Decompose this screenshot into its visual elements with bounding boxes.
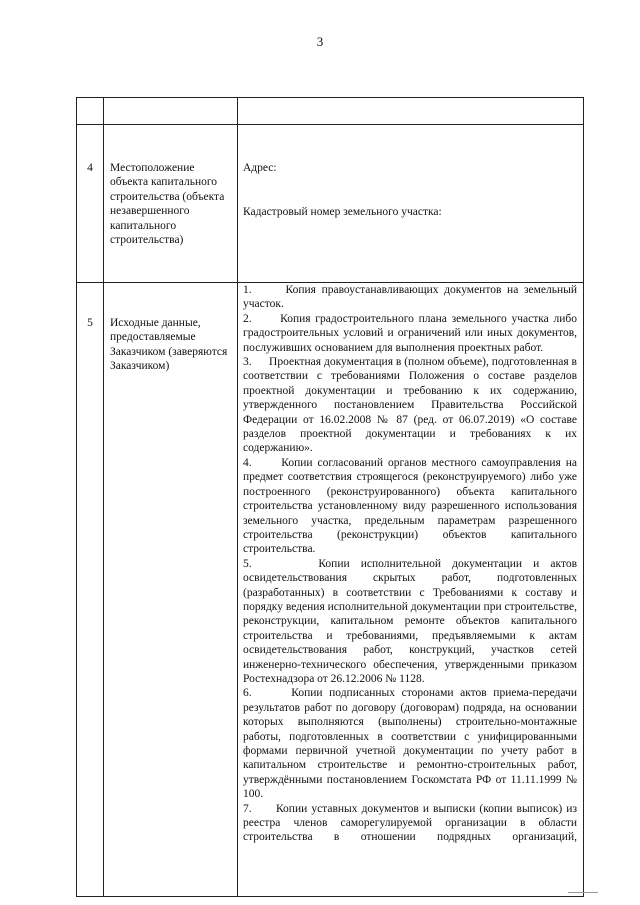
address-label: Адрес: — [243, 162, 277, 174]
cell-empty — [77, 98, 104, 125]
cell-empty — [104, 98, 238, 125]
row-content — [238, 283, 584, 897]
list-item: 1. Копия правоустанавливающих документов на земельный участок. — [243, 284, 577, 311]
cell-empty — [238, 98, 584, 125]
list-item: 3. Проектная документация в (полном объеме), подготовленная в соответствии с требованиями Положения о составе разделов проектной документации и требованию к их содержанию, утвержденного постановлением Правительства Российской Федерации от 16.02.2008 № 87 (ред. от 06.07.2019) «О составе разделов проектной документации и требованиях к их содержанию». — [243, 356, 577, 455]
table-row-top — [77, 98, 584, 125]
row-content — [238, 125, 584, 283]
scan-mark — [568, 892, 598, 893]
cadastral-label: Кадастровый номер земельного участка: — [243, 206, 442, 219]
row-label: Исходные данные, предоставляемые Заказчиком (заверяются Заказчиком) — [104, 283, 238, 897]
row-number: 5 — [77, 283, 104, 897]
list-item: 4. Копии согласований органов местного самоуправления на предмет соответствия строящегося (реконструируемого) либо уже построенного (реконструированного) объекта капитального строительства установленному виду разрешенного использования земельного участка, предельным параметрам разрешенного строительства (реконструкции) объектов капитального строительства. — [243, 456, 577, 556]
list-item: 7. Копии уставных документов и выписки (копии выписок) из реестра членов саморегулируемой организации в области строительства в отношении подрядных организаций, — [243, 802, 577, 844]
page-number: 3 — [316, 34, 324, 49]
list-item: 6. Копии подписанных сторонами актов приема-передачи результатов работ по договору (договорам) подряда, на основании которых выполняются (выполнены) строительно-монтажные работы, подготовленных в соответствии с унифицированными формами первичной учетной документации по учету работ в капитальном строительстве и ремонтно-строительных работ, утверждёнными постановлением Госкомстата РФ от 11.11.1999 № 100. — [243, 687, 577, 801]
list-item: 5. Копии исполнительной документации и актов освидетельствования скрытых работ, подготовленных (разработанных) в соответствии с Требованиями к составу и порядку ведения исполнительной документации при строительстве, реконструкции, капитальном ремонте объектов капитального строительства и требованиями, предъявляемыми к актам освидетельствования работ, конструкций, участков сетей инженерно-технического обеспечения, утвержденными приказом Ростехнадзора от 26.12.2006 № 1128. — [243, 557, 577, 685]
requirements-table — [76, 97, 584, 897]
table-row — [77, 125, 584, 283]
row-label: Местоположение объекта капитального строительства (объекта незавершенного капитального строительства) — [104, 125, 238, 283]
table-row — [77, 283, 584, 897]
list-item: 2. Копия градостроительного плана земельного участка либо градостроительных условий и ограничений или иных документов, послуживших основанием для выполнения проектных работ. — [243, 312, 577, 354]
row-number: 4 — [77, 125, 104, 283]
